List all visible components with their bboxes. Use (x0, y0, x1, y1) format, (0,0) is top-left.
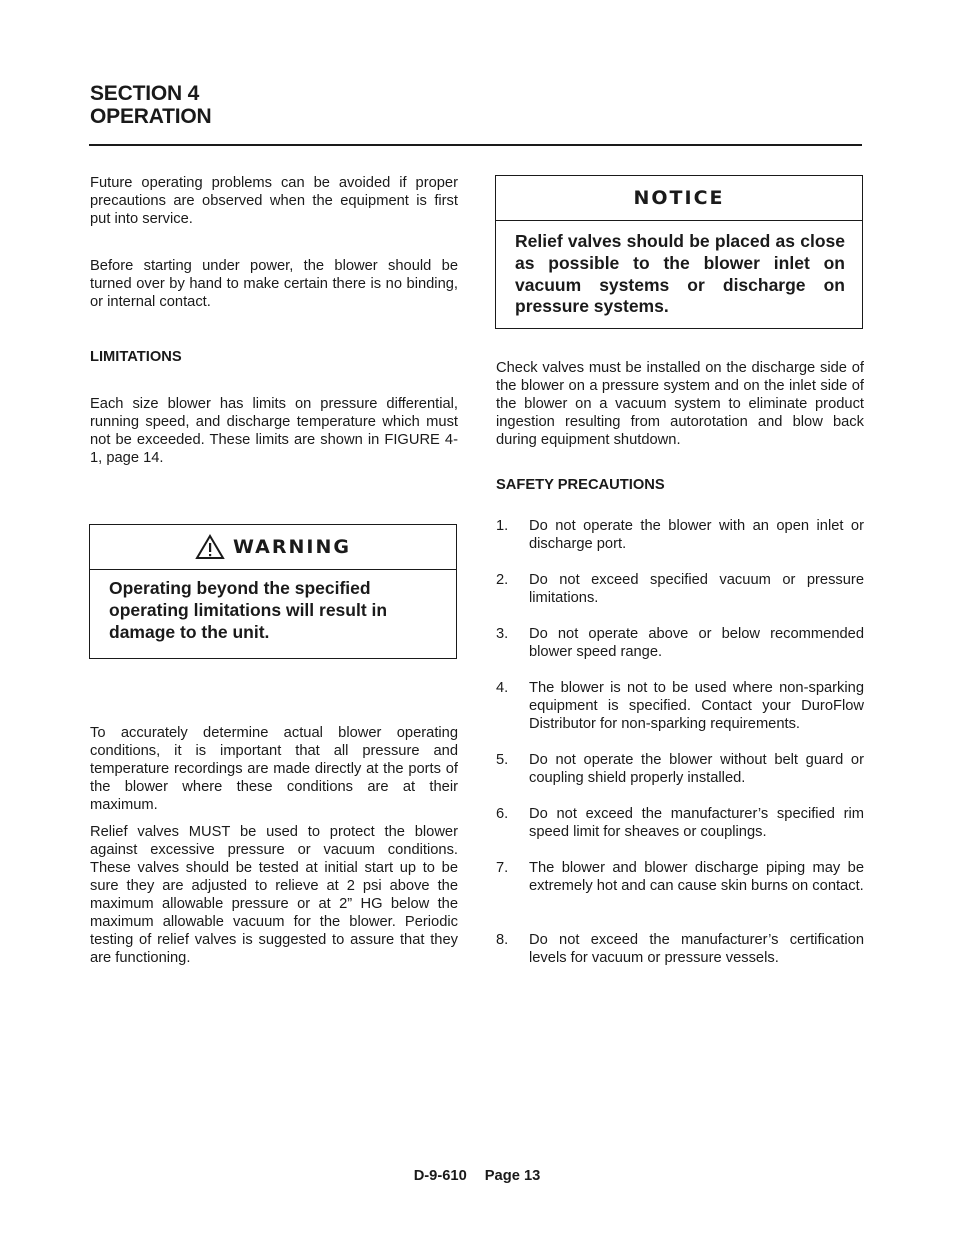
intro-paragraph: Future operating problems can be avoided if proper precautions are observed when the equipment is first put into service. (90, 175, 458, 227)
limitations-heading: LIMITATIONS (90, 349, 182, 365)
warning-triangle-icon (195, 534, 225, 560)
list-number: 2. (496, 572, 509, 588)
section-number: SECTION 4 (90, 82, 200, 105)
notice-box (495, 175, 863, 329)
section-name: OPERATION (90, 105, 212, 128)
list-text: Do not operate the blower without belt guard or coupling shield properly installed. (529, 752, 864, 786)
list-text: The blower is not to be used where non-sparking equipment is specified. Contact your DuroFlow Distributor for non-sparking requirements. (529, 680, 864, 732)
page-number: Page 13 (484, 1168, 541, 1184)
operating-conditions-paragraph: To accurately determine actual blower operating conditions, it is important that all pressure and temperature recordings are made directly at the ports of the blower where these conditions are at their maximum. (90, 725, 458, 813)
list-text: Do not operate the blower with an open inlet or discharge port. (529, 518, 864, 552)
page-footer (0, 1168, 954, 1184)
warning-title: WARNING (233, 536, 351, 558)
hand-turn-paragraph: Before starting under power, the blower should be turned over by hand to make certain there is no binding, or internal contact. (90, 258, 458, 310)
check-valves-paragraph: Check valves must be installed on the discharge side of the blower on a pressure system and on the inlet side of the blower on a vacuum system to eliminate product ingestion resulting from autorotation and blow back during equipment shutdown. (496, 360, 864, 448)
list-text: The blower and blower discharge piping may be extremely hot and can cause skin burns on contact. (529, 860, 864, 894)
list-number: 7. (496, 860, 509, 876)
header-rule (89, 144, 862, 146)
safety-precautions-heading: SAFETY PRECAUTIONS (496, 477, 665, 493)
notice-header (496, 176, 862, 221)
section-title (90, 82, 211, 128)
notice-title: NOTICE (633, 187, 725, 209)
list-number: 6. (496, 806, 509, 822)
list-text: Do not operate above or below recommended blower speed range. (529, 626, 864, 660)
limitations-paragraph: Each size blower has limits on pressure differential, running speed, and discharge temperature which must not be exceeded. These limits are shown in FIGURE 4-1, page 14. (90, 396, 458, 466)
list-number: 5. (496, 752, 509, 768)
list-number: 1. (496, 518, 509, 534)
relief-valves-paragraph: Relief valves MUST be used to protect the blower against excessive pressure or vacuum conditions. These valves should be tested at initial start up to be sure they are adjusted to relieve at 2 psi above the maximum allowable pressure or at 2” HG below the maximum allowable vacuum for the blower. Periodic testing of relief valves is suggested to assure that they are functioning. (90, 824, 458, 966)
warning-header (90, 525, 456, 570)
list-number: 4. (496, 680, 509, 696)
list-number: 3. (496, 626, 509, 642)
warning-text: Operating beyond the specified operating limitations will result in damage to the unit. (109, 578, 388, 642)
document-id: D-9-610 (413, 1168, 467, 1184)
list-text: Do not exceed the manufacturer’s certification levels for vacuum or pressure vessels. (529, 932, 864, 966)
list-text: Do not exceed specified vacuum or pressure limitations. (529, 572, 864, 606)
notice-text: Relief valves should be placed as close as possible to the blower inlet on vacuum systems or discharge on pressure systems. (515, 231, 845, 317)
warning-box (89, 524, 457, 659)
list-number: 8. (496, 932, 509, 948)
list-text: Do not exceed the manufacturer’s specified rim speed limit for sheaves or couplings. (529, 806, 864, 840)
